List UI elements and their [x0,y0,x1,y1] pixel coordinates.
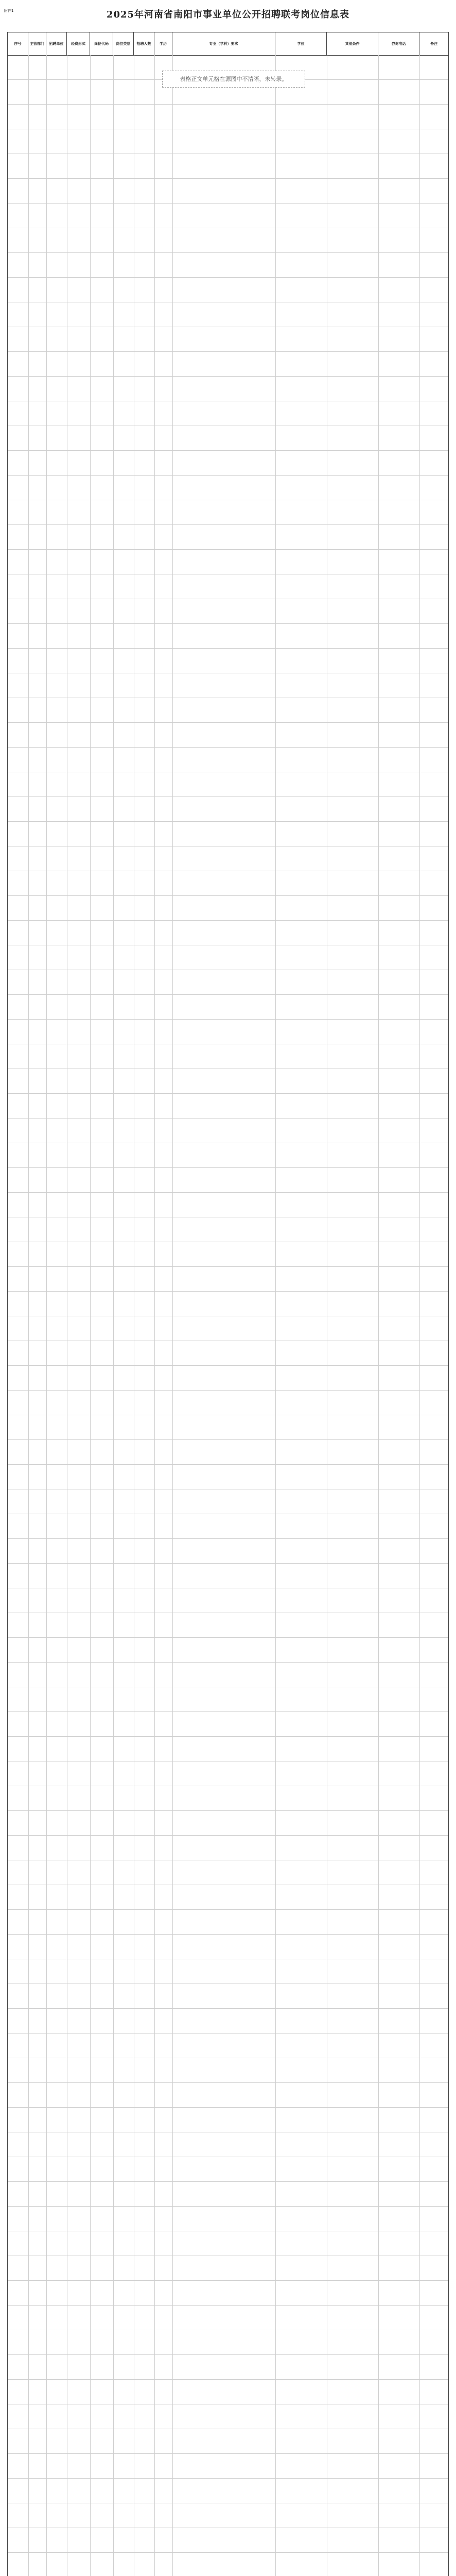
recruitment-table [7,32,449,2576]
annex-label: 附件1 [4,9,14,13]
column-header: 其他条件 [327,32,378,55]
table-header-row [8,32,448,56]
column-header: 招聘单位 [46,32,67,55]
column-header: 学历 [154,32,172,55]
column-header: 序号 [8,32,28,55]
column-header: 备注 [430,41,437,46]
column-header: 岗位类别 [113,32,134,55]
page-title: 2025年河南省南阳市事业单位公开招聘联考岗位信息表 [106,9,350,20]
column-header: 招聘人数 [134,32,154,55]
table-notice: 表格正文单元格在源图中不清晰，未转录。 [162,71,305,88]
column-header: 学位 [275,32,327,55]
column-header: 经费形式 [67,32,90,55]
column-header: 咨询电话 [378,32,419,55]
table-body [8,55,448,2576]
column-header: 专业（学科）要求 [172,32,275,55]
column-header: 主管部门 [28,32,46,55]
column-header: 岗位代码 [90,32,113,55]
